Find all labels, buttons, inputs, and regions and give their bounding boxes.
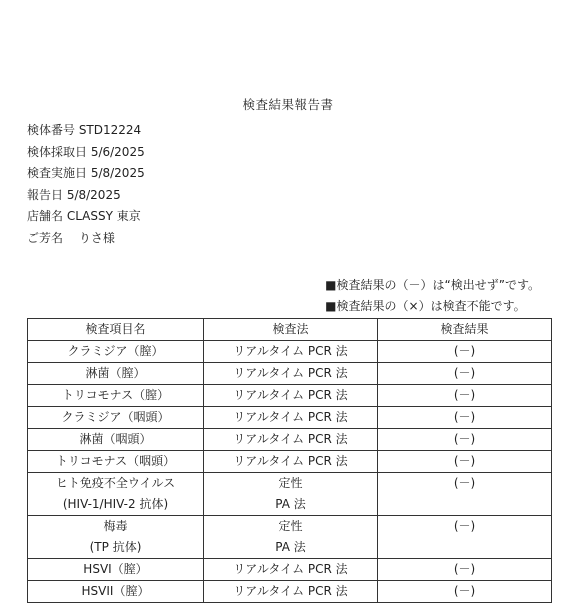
test-result: (－)	[378, 581, 552, 603]
header-test-method: 検査法	[204, 319, 378, 341]
test-method: リアルタイム PCR 法	[204, 451, 378, 473]
table-row	[28, 451, 552, 473]
test-method-line1: 定性	[278, 519, 303, 533]
test-method-line2: PA 法	[275, 497, 306, 511]
test-item: クラミジア（膣）	[28, 341, 204, 363]
legend-not-detected: ■検査結果の（－）は“検出せず”です。	[325, 278, 540, 292]
table-row	[28, 341, 552, 363]
test-item-line1: ヒト免疫不全ウイルス	[55, 476, 176, 490]
table-row	[28, 473, 552, 516]
test-result: (－)	[378, 385, 552, 407]
table-row	[28, 581, 552, 603]
specimen-info	[27, 120, 145, 250]
test-item-line1: 梅毒	[103, 519, 128, 533]
test-result: (－)	[378, 559, 552, 581]
exam-date: 検査実施日 5/8/2025	[27, 166, 145, 181]
table-row	[28, 429, 552, 451]
test-method: リアルタイム PCR 法	[204, 385, 378, 407]
result-legend	[325, 275, 540, 317]
table-row	[28, 407, 552, 429]
test-result: (－)	[378, 516, 552, 559]
test-item: 淋菌（膣）	[28, 363, 204, 385]
test-method: リアルタイム PCR 法	[204, 407, 378, 429]
collection-date: 検体採取日 5/6/2025	[27, 144, 145, 159]
table-row	[28, 516, 552, 559]
test-item: HSVI（膣）	[28, 559, 204, 581]
test-item-line2: (TP 抗体)	[89, 540, 142, 554]
report-title: 検査結果報告書	[242, 97, 334, 112]
test-method-line1: 定性	[278, 476, 303, 490]
legend-not-testable: ■検査結果の（×）は検査不能です。	[325, 299, 526, 313]
table-row	[28, 559, 552, 581]
table-row	[28, 363, 552, 385]
table-header-row	[28, 319, 552, 341]
test-item	[28, 473, 204, 516]
test-method	[204, 473, 378, 516]
test-method-line2: PA 法	[275, 540, 306, 554]
test-result: (－)	[378, 451, 552, 473]
report-date: 報告日 5/8/2025	[27, 187, 121, 202]
test-result: (－)	[378, 429, 552, 451]
test-item: トリコモナス（膣）	[28, 385, 204, 407]
test-result: (－)	[378, 407, 552, 429]
test-method: リアルタイム PCR 法	[204, 341, 378, 363]
test-method: リアルタイム PCR 法	[204, 559, 378, 581]
test-item: トリコモナス（咽頭）	[28, 451, 204, 473]
test-result: (－)	[378, 363, 552, 385]
customer-name: ご芳名 りさ様	[27, 230, 115, 245]
test-item: 淋菌（咽頭）	[28, 429, 204, 451]
table-row	[28, 385, 552, 407]
test-item	[28, 516, 204, 559]
results-table	[27, 318, 552, 603]
test-method	[204, 516, 378, 559]
store-name: 店舗名 CLASSY 東京	[27, 209, 141, 224]
test-result: (－)	[378, 473, 552, 516]
specimen-number: 検体番号 STD12224	[27, 123, 142, 137]
test-method: リアルタイム PCR 法	[204, 363, 378, 385]
test-item-line2: (HIV-1/HIV-2 抗体)	[62, 497, 169, 511]
header-test-result: 検査結果	[378, 319, 552, 341]
test-item: クラミジア（咽頭）	[28, 407, 204, 429]
test-result: (－)	[378, 341, 552, 363]
test-method: リアルタイム PCR 法	[204, 429, 378, 451]
test-item: HSVII（膣）	[28, 581, 204, 603]
test-method: リアルタイム PCR 法	[204, 581, 378, 603]
header-test-item: 検査項目名	[28, 319, 204, 341]
